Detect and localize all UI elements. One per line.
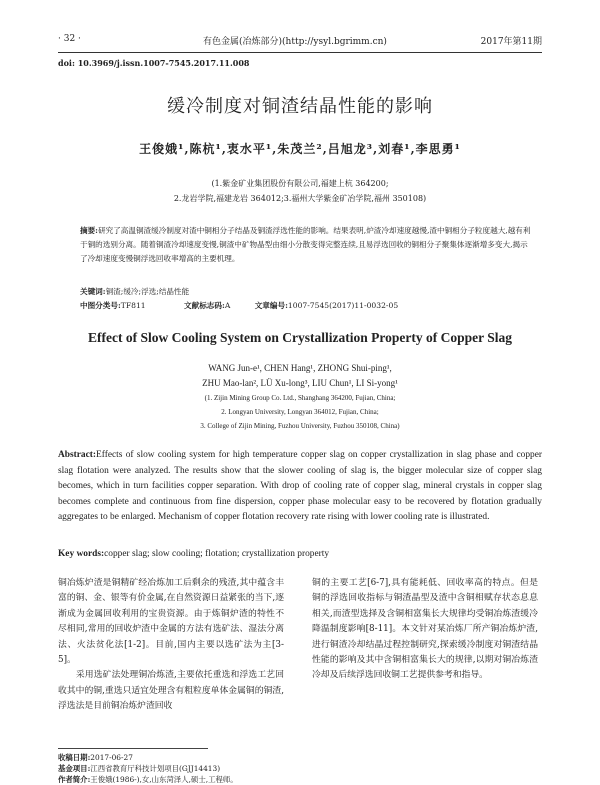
english-keywords-text: copper slag; slow cooling; flotation; crystallization property bbox=[104, 549, 330, 559]
fund-label: 基金项目: bbox=[58, 764, 91, 773]
journal-issue: 2017年第11期 bbox=[480, 37, 542, 47]
clc-label: 中图分类号: bbox=[80, 301, 121, 310]
chinese-affiliation-1: (1.紫金矿业集团股份有限公司,福建上杭 364200; bbox=[211, 179, 389, 188]
chinese-keywords-text: 铜渣;缓冷;浮选;结晶性能 bbox=[105, 287, 190, 296]
chinese-abstract-text: 研究了高温铜渣缓冷制度对渣中铜相分子结晶及铜渣浮选性能的影响。结果表明,炉渣冷却速度越慢,渣中铜相分子粒度越大,越有利于铜的选别分离。随着铜渣冷却速度变慢,铜渣中矿物晶型由细小分散变得完整连续,且易浮选回收的铜相分子聚集体逐渐增多变大,揭示了冷却速度变慢铜浮选回收率增高的主要机理。 bbox=[80, 226, 531, 263]
body-column-left bbox=[58, 576, 284, 715]
clc-value: TF811 bbox=[120, 301, 146, 310]
chinese-title: 缓冷制度对铜渣结晶性能的影响 bbox=[167, 96, 433, 117]
english-affiliation-2: 2. Longyan University, Longyan 364012, Fujian, China; bbox=[221, 408, 379, 416]
article-no-label: 文章编号: bbox=[254, 301, 288, 310]
received-date: 2017-06-27 bbox=[90, 753, 133, 762]
body-column-right bbox=[312, 576, 538, 684]
classification-line bbox=[80, 300, 532, 311]
english-authors-1: WANG Jun-e¹, CHEN Hang¹, ZHONG Shui-ping¹, bbox=[208, 363, 392, 373]
footnote-author bbox=[58, 774, 238, 785]
received-label: 收稿日期: bbox=[58, 753, 91, 762]
chinese-authors: 王俊娥¹,陈杭¹,衷水平¹,朱茂兰²,吕旭龙³,刘春¹,李思勇¹ bbox=[139, 142, 461, 156]
chinese-abstract bbox=[80, 224, 532, 266]
chinese-keywords bbox=[80, 286, 189, 297]
english-title: Effect of Slow Cooling System on Crystallization Property of Copper Slag bbox=[88, 330, 512, 345]
footnote-fund bbox=[58, 763, 220, 774]
author-bio-label: 作者简介: bbox=[58, 775, 91, 784]
doc-code-label: 文献标志码: bbox=[184, 301, 225, 310]
author-bio-text: 王俊娥(1986-),女,山东菏泽人,硕士,工程师。 bbox=[90, 775, 238, 784]
body-text-left: 铜冶炼炉渣是铜精矿经冶炼加工后剩余的残渣,其中蕴含丰富的铜、金、银等有价金属,在自然资源日益紧张的当下,逐渐成为金属回收利用的宝贵资源。由于炼铜炉渣的特性不尽相同,常用的回收炉渣中金属的方法有选矿法、湿法分离法、火法贫化法[1-2]。目前,国内主要以选矿法为主[3-5]。 采用选矿法处理铜冶炼渣,主要依托重选和浮选工艺回收其中的铜,重选只适宜处理含有粗粒度单体金属铜的铜渣,浮选法是目前铜冶炼炉渣回收 bbox=[58, 578, 284, 712]
chinese-keywords-label: 关键词: bbox=[80, 287, 106, 296]
header-rule bbox=[58, 52, 542, 53]
doc-code-value: A bbox=[224, 301, 231, 310]
chinese-abstract-label: 摘要: bbox=[80, 226, 98, 235]
journal-name: 有色金属(冶炼部分)(http://ysyl.bgrimm.cn) bbox=[203, 37, 387, 47]
english-abstract-text: Effects of slow cooling system for high temperature copper slag on copper crystallization in slag phase and copper slag flotation were analyzed. The results show that the slower cooling of slag is, the bigger molecular size of copper slag becomes, which in turn facilities copper separation. With drop of cooling rate of copper slag, mineral crystals in copper slag becomes complete and continuous from fine dispersion, copper phase molecular easy to be recovered by flotation gradually aggregates to be enlarged. Mechanism of copper flotation recovery rate rising with lower cooling rate is illustrated. bbox=[58, 450, 542, 523]
english-affiliation-1: (1. Zijin Mining Group Co. Ltd., Shanghang 364200, Fujian, China; bbox=[204, 394, 396, 402]
english-abstract bbox=[58, 448, 542, 526]
footnote-received bbox=[58, 752, 133, 763]
english-affiliation-3: 3. College of Zijin Mining, Fuzhou University, Fuzhou 350108, China) bbox=[200, 422, 400, 430]
page-number: · 32 · bbox=[58, 34, 81, 44]
english-authors-2: ZHU Mao-lan², LÜ Xu-long³, LIU Chun¹, LI Si-yong¹ bbox=[202, 378, 398, 388]
body-text-right: 铜的主要工艺[6-7],具有能耗低、回收率高的特点。但是铜的浮选回收指标与铜渣晶型及渣中含铜相赋存状态息息相关,而渣型选择及含铜相富集长大规律均受铜冶炼渣缓冷降温制度影响[8-11]。本文针对某冶炼厂所产铜冶炼炉渣,进行铜渣冷却结晶过程控制研究,探索缓冷制度对铜渣结晶性能的影响及其中含铜相富集长大的规律,以期对铜冶炼渣冷却及后续浮选回收铜工艺提供参考和指导。 bbox=[312, 578, 538, 681]
doi: doi: 10.3969/j.issn.1007-7545.2017.11.008 bbox=[58, 58, 250, 68]
fund-text: 江西省教育厅科技计划项目(GJJ14413) bbox=[90, 764, 221, 773]
english-keywords-label: Key words: bbox=[58, 549, 105, 559]
chinese-affiliation-2: 2.龙岩学院,福建龙岩 364012;3.福州大学紫金矿冶学院,福州 350108) bbox=[173, 194, 427, 203]
english-abstract-label: Abstract: bbox=[58, 450, 97, 460]
footnote-rule bbox=[58, 748, 208, 749]
running-header bbox=[58, 34, 542, 48]
article-no-value: 1007-7545(2017)11-0032-05 bbox=[287, 301, 399, 310]
english-keywords bbox=[58, 549, 329, 559]
